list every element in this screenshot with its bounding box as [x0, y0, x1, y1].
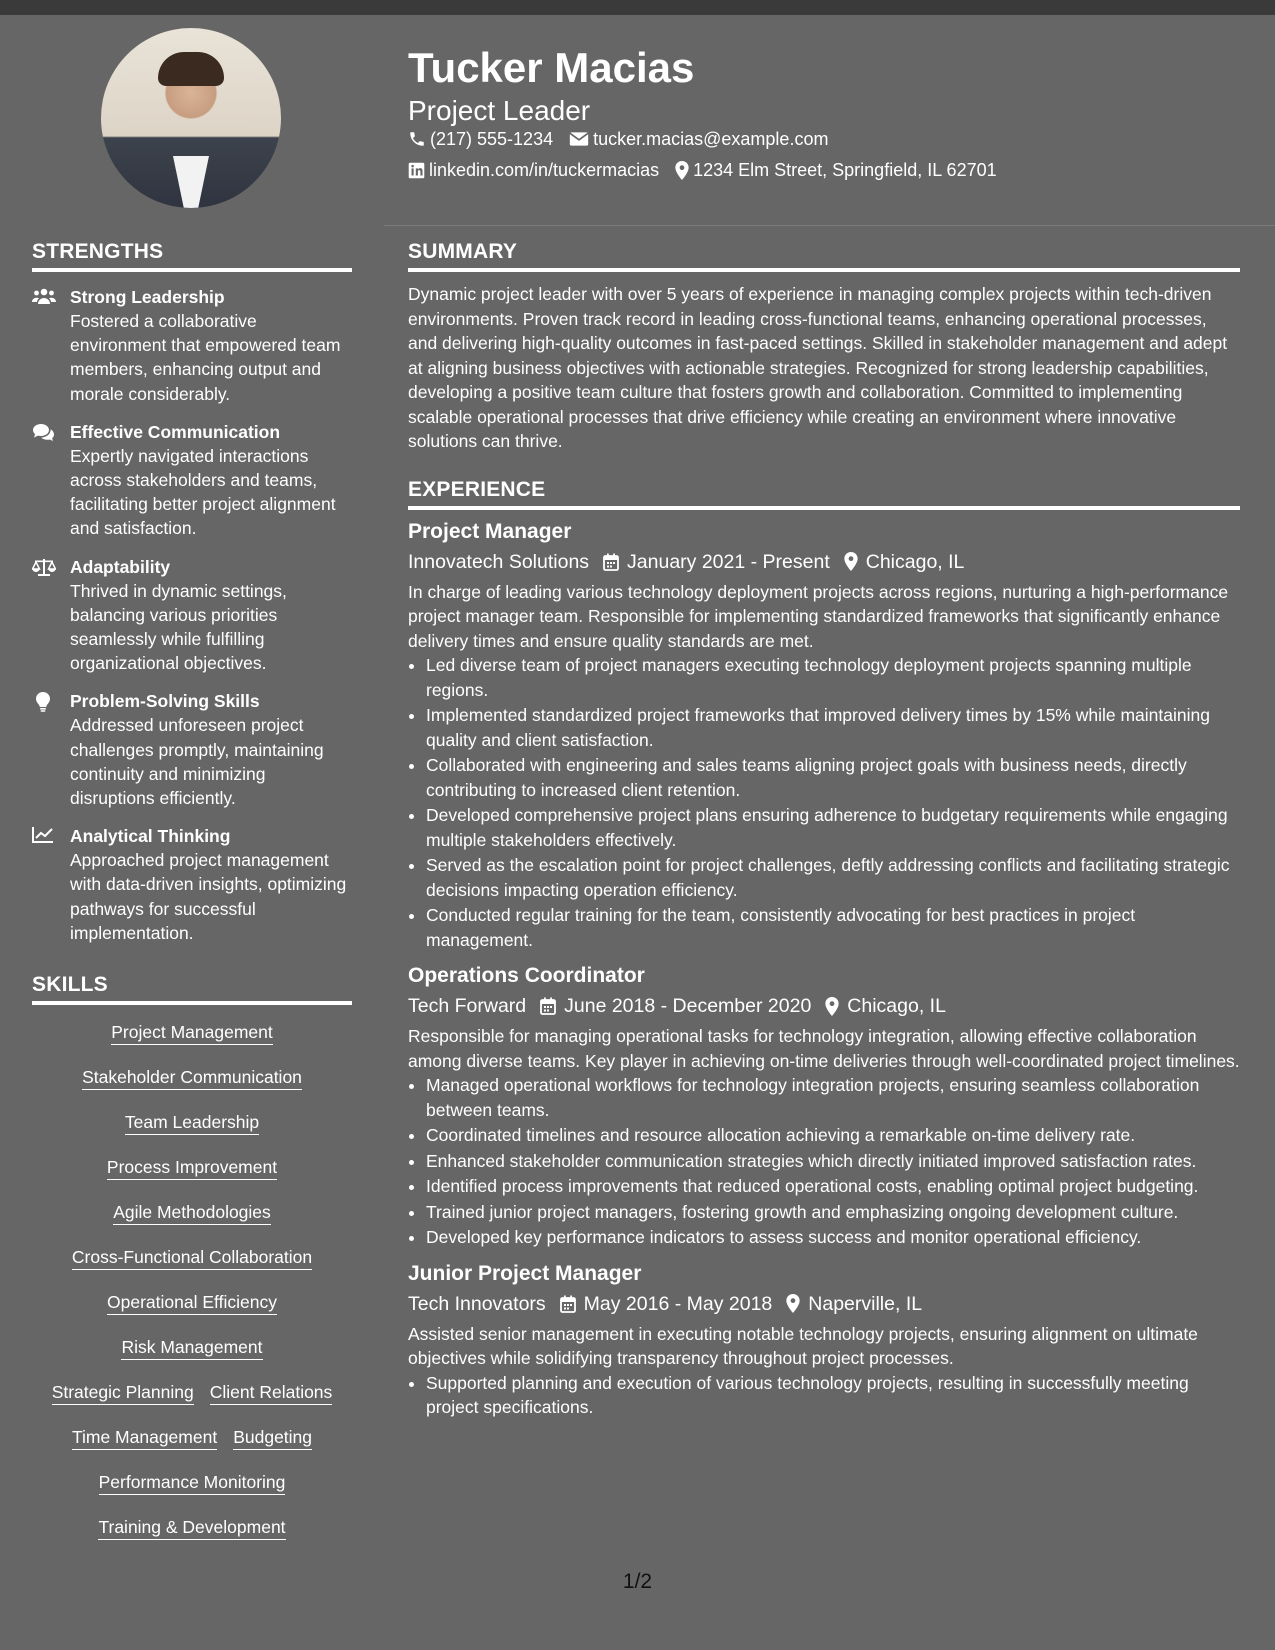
strength-description: Fostered a collaborative environment that empowered team members, enhancing output and morale considerably. — [70, 311, 341, 404]
chart-line-icon — [32, 827, 54, 843]
map-marker-icon — [675, 161, 689, 180]
bullet-item: • Served as the escalation point for project challenges, deftly addressing conflicts and facilitating strategic decisions impacting operation efficiency. — [426, 853, 1240, 902]
job-meta — [408, 548, 1240, 576]
bullet-item: • Collaborated with engineering and sales teams aligning project goals with business needs, directly contributing to increased client retention. — [426, 753, 1240, 802]
job-entry — [408, 518, 1240, 953]
email-text: tucker.macias@example.com — [593, 129, 829, 149]
job-meta — [408, 992, 1240, 1020]
address-contact — [675, 159, 997, 181]
map-marker-icon — [786, 1294, 800, 1313]
bullet-item: • Led diverse team of project managers executing technology deployment projects spanning multiple regions. — [426, 653, 1240, 702]
strength-item — [32, 420, 352, 541]
strength-description: Approached project management with data-driven insights, optimizing pathways for successful implementation. — [70, 850, 347, 943]
bullet-item: • Coordinated timelines and resource allocation achieving a remarkable on-time delivery rate. — [426, 1123, 1240, 1148]
strength-item — [32, 555, 352, 676]
skills-section — [32, 973, 352, 1561]
skill-tag: Stakeholder Communication — [82, 1066, 302, 1090]
job-location: Naperville, IL — [808, 1292, 923, 1315]
map-marker-icon — [844, 552, 858, 571]
skill-tag: Performance Monitoring — [99, 1471, 286, 1495]
skill-tag: Time Management — [72, 1426, 217, 1450]
skill-tag: Budgeting — [233, 1426, 312, 1450]
lightbulb-icon — [36, 692, 50, 712]
job-company: Tech Forward — [408, 995, 527, 1017]
job-description: In charge of leading various technology deployment projects across regions, nurturing a high-performance project manager team. Responsible for implementing standardized frameworks that significantly enhance delivery times and ensure quality standards are met. — [408, 581, 1229, 651]
skills-list — [32, 1021, 352, 1561]
strength-description: Addressed unforeseen project challenges promptly, maintaining continuity and minimizing disruptions efficiently. — [70, 715, 324, 809]
job-bullets — [408, 1073, 1240, 1250]
job-dates: January 2021 - Present — [627, 550, 830, 573]
job-dates: June 2018 - December 2020 — [564, 995, 812, 1017]
strength-title: Effective Communication — [70, 421, 281, 442]
job-location: Chicago, IL — [847, 995, 946, 1017]
strength-title: Strong Leadership — [70, 287, 225, 307]
calendar-icon — [540, 997, 556, 1015]
bullet-item: • Managed operational workflows for technology integration projects, ensuring seamless collaboration between teams. — [426, 1073, 1240, 1122]
strength-title: Adaptability — [70, 556, 171, 577]
calendar-icon — [603, 553, 619, 571]
job-entry — [408, 1260, 1240, 1420]
summary-heading: SUMMARY — [408, 240, 1240, 272]
job-description: Assisted senior management in executing notable technology projects, ensuring alignment on ultimate objectives while solidifying transparency throughout project processes. — [408, 1323, 1198, 1368]
phone-icon — [408, 130, 426, 148]
bullet-item: • Developed key performance indicators to assess success and monitor operational efficiency. — [426, 1225, 1240, 1250]
profile-photo — [101, 28, 281, 208]
job-entry — [408, 962, 1240, 1250]
page-number: 1/2 — [622, 1570, 653, 1593]
job-company: Tech Innovators — [408, 1292, 546, 1315]
contact-row-2 — [408, 159, 1013, 181]
skill-tag: Project Management — [111, 1021, 272, 1045]
bullet-item: • Trained junior project managers, fostering growth and emphasizing ongoing development culture. — [426, 1200, 1240, 1225]
users-icon — [32, 288, 56, 304]
comments-icon — [32, 423, 56, 441]
strength-item — [32, 689, 352, 810]
calendar-icon — [560, 1295, 576, 1313]
skill-tag: Risk Management — [121, 1336, 262, 1360]
candidate-name: Tucker Macias — [408, 44, 695, 91]
bullet-item: • Identified process improvements that reduced operational costs, enabling optimal project budgeting. — [426, 1174, 1240, 1199]
strength-item — [32, 824, 352, 945]
job-location: Chicago, IL — [865, 550, 965, 573]
job-meta — [408, 1290, 1240, 1318]
envelope-icon — [569, 131, 589, 147]
candidate-role: Project Leader — [408, 95, 591, 126]
phone-text: (217) 555-1234 — [430, 129, 554, 149]
map-marker-icon — [825, 997, 839, 1016]
skill-tag: Operational Efficiency — [107, 1291, 277, 1315]
job-company: Innovatech Solutions — [408, 550, 590, 573]
job-title: Operations Coordinator — [408, 964, 645, 987]
strength-description: Expertly navigated interactions across stakeholders and teams, facilitating better project alignment and satisfaction. — [70, 445, 336, 539]
strength-item — [32, 285, 352, 406]
job-description: Responsible for managing operational tasks for technology integration, allowing effective collaboration among diverse teams. Key player in achieving on-time deliveries through well-coordinated project timelines. — [408, 1026, 1240, 1071]
linkedin-contact[interactable] — [408, 159, 659, 181]
top-bar — [0, 0, 1275, 15]
summary-text: Dynamic project leader with over 5 years of experience in managing complex projects within tech-driven environments. Proven track record in leading cross-functional teams, enhancing operational processes, and delivering high-quality outcomes in fast-paced settings. Skilled in stakeholder management and adept at aligning business objectives with actionable strategies. Recognized for strong leadership capabilities, developing a positive team culture that fosters growth and collaboration. Committed to implementing scalable operational processes that drive efficiency while creating an environment where innovative solutions can thrive. — [408, 284, 1228, 451]
job-dates: May 2016 - May 2018 — [583, 1292, 773, 1315]
bullet-item: • Supported planning and execution of various technology projects, resulting in successfully meeting project specifications. — [426, 1371, 1240, 1420]
bullet-item: • Conducted regular training for the team, consistently advocating for best practices in project management. — [426, 903, 1240, 952]
job-title: Project Manager — [408, 519, 572, 543]
skills-heading: SKILLS — [32, 973, 352, 1005]
job-title: Junior Project Manager — [408, 1261, 642, 1285]
left-column — [32, 240, 352, 1561]
phone-contact[interactable] — [408, 128, 553, 150]
bullet-item: • Developed comprehensive project plans ensuring adherence to budgetary requirements while engaging multiple stakeholders effectively. — [426, 803, 1240, 852]
linkedin-icon — [408, 162, 425, 179]
skill-tag: Agile Methodologies — [113, 1201, 271, 1225]
strengths-heading: STRENGTHS — [32, 240, 352, 272]
skill-tag: Client Relations — [210, 1381, 333, 1405]
job-bullets — [408, 1371, 1240, 1420]
address-text: 1234 Elm Street, Springfield, IL 62701 — [693, 160, 997, 180]
right-column — [408, 240, 1240, 1421]
skill-tag: Team Leadership — [125, 1111, 259, 1135]
job-bullets — [408, 653, 1240, 952]
strength-description: Thrived in dynamic settings, balancing various priorities seamlessly while fulfilling organizational objectives. — [70, 580, 287, 674]
skill-tag: Strategic Planning — [52, 1381, 194, 1405]
header-divider — [384, 225, 1275, 226]
skill-tag: Cross-Functional Collaboration — [72, 1246, 312, 1270]
strength-title: Analytical Thinking — [70, 826, 231, 847]
contact-row-1 — [408, 128, 844, 150]
email-contact[interactable] — [569, 128, 828, 150]
experience-heading: EXPERIENCE — [408, 478, 1240, 510]
strength-title: Problem-Solving Skills — [70, 691, 260, 712]
linkedin-text: linkedin.com/in/tuckermacias — [429, 160, 660, 180]
bullet-item: • Implemented standardized project frameworks that improved delivery times by 15% while maintaining quality and client satisfaction. — [426, 703, 1240, 752]
bullet-item: • Enhanced stakeholder communication strategies which directly initiated improved satisfaction rates. — [426, 1149, 1240, 1174]
skill-tag: Process Improvement — [107, 1156, 277, 1180]
balance-scale-icon — [32, 558, 56, 576]
skill-tag: Training & Development — [98, 1516, 285, 1540]
